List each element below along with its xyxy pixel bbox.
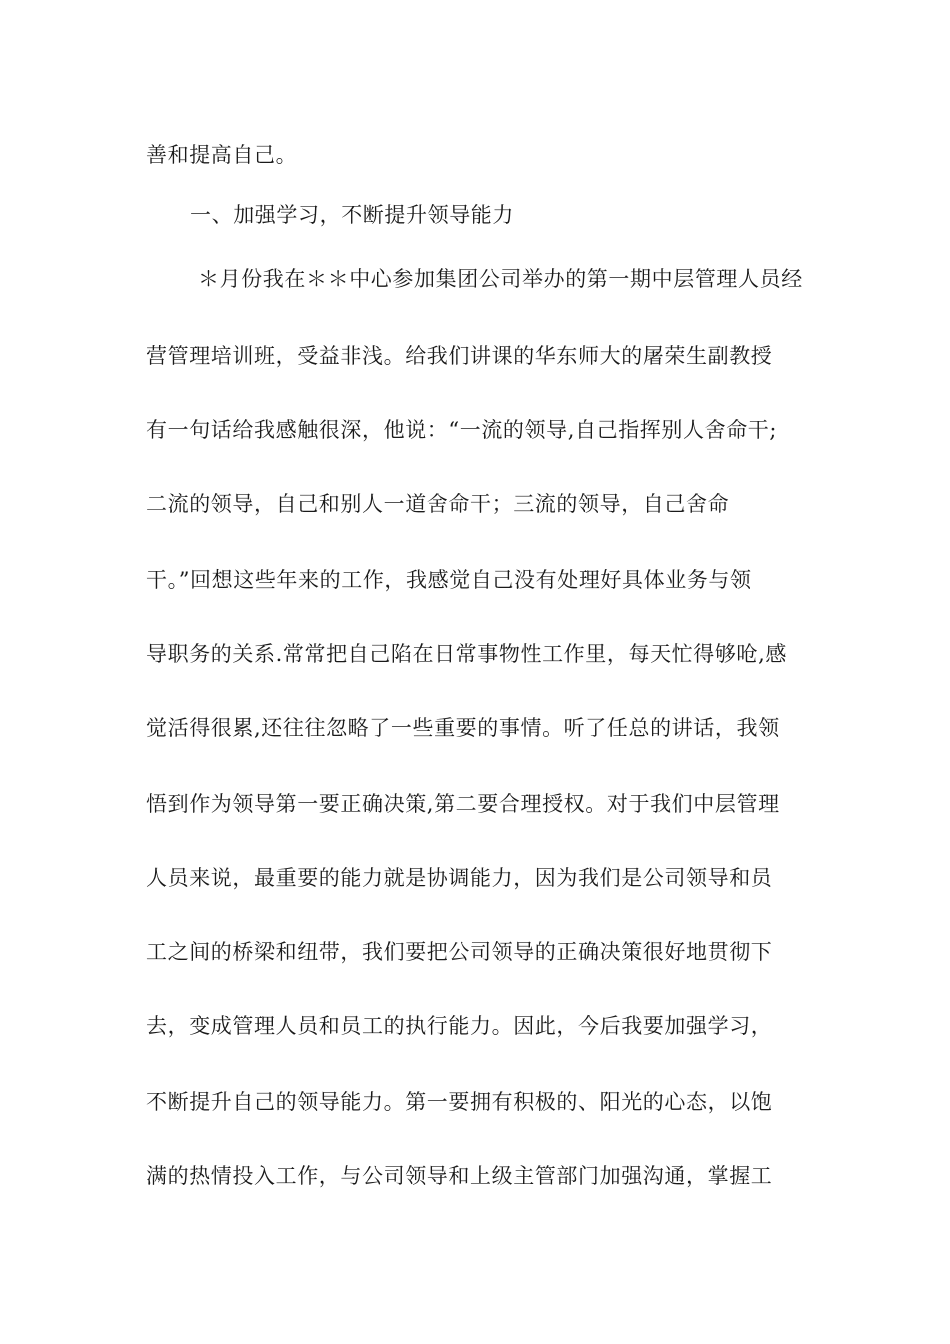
paragraph-line: 有一句话给我感触很深，他说：“一流的领导,自己指挥别人舍命干; [146,418,778,442]
paragraph-line: 觉活得很累,还往往忽略了一些重要的事情。听了任总的讲话，我领 [146,716,780,740]
paragraph-line: 工之间的桥梁和纽带，我们要把公司领导的正确决策很好地贯彻下 [146,940,773,964]
paragraph-line: 人员来说，最重要的能力就是协调能力，因为我们是公司领导和员 [146,866,773,890]
paragraph-line: 悟到作为领导第一要正确决策,第二要合理授权。对于我们中层管理 [146,792,780,816]
paragraph-line: 去，变成管理人员和员工的执行能力。因此，今后我要加强学习， [146,1014,773,1038]
paragraph-line-continuation: 善和提高自己。 [146,143,298,167]
paragraph-line: 不断提升自己的领导能力。第一要拥有积极的、阳光的心态，以饱 [146,1090,773,1114]
paragraph-line: ＊月份我在＊＊中心参加集团公司举办的第一期中层管理人员经 [198,267,803,291]
paragraph-line: 营管理培训班，受益非浅。给我们讲课的华东师大的屠荣生副教授 [146,344,773,368]
paragraph-line: 导职务的关系.常常把自己陷在日常事物性工作里，每天忙得够呛,感 [146,642,787,666]
paragraph-line: 二流的领导，自己和别人一道舍命干；三流的领导，自己舍命 [146,492,730,516]
section-heading: 一、加强学习，不断提升领导能力 [190,203,514,227]
paragraph-line: 干。”回想这些年来的工作，我感觉自己没有处理好具体业务与领 [146,568,752,592]
paragraph-line: 满的热情投入工作，与公司领导和上级主管部门加强沟通，掌握工 [146,1164,773,1188]
